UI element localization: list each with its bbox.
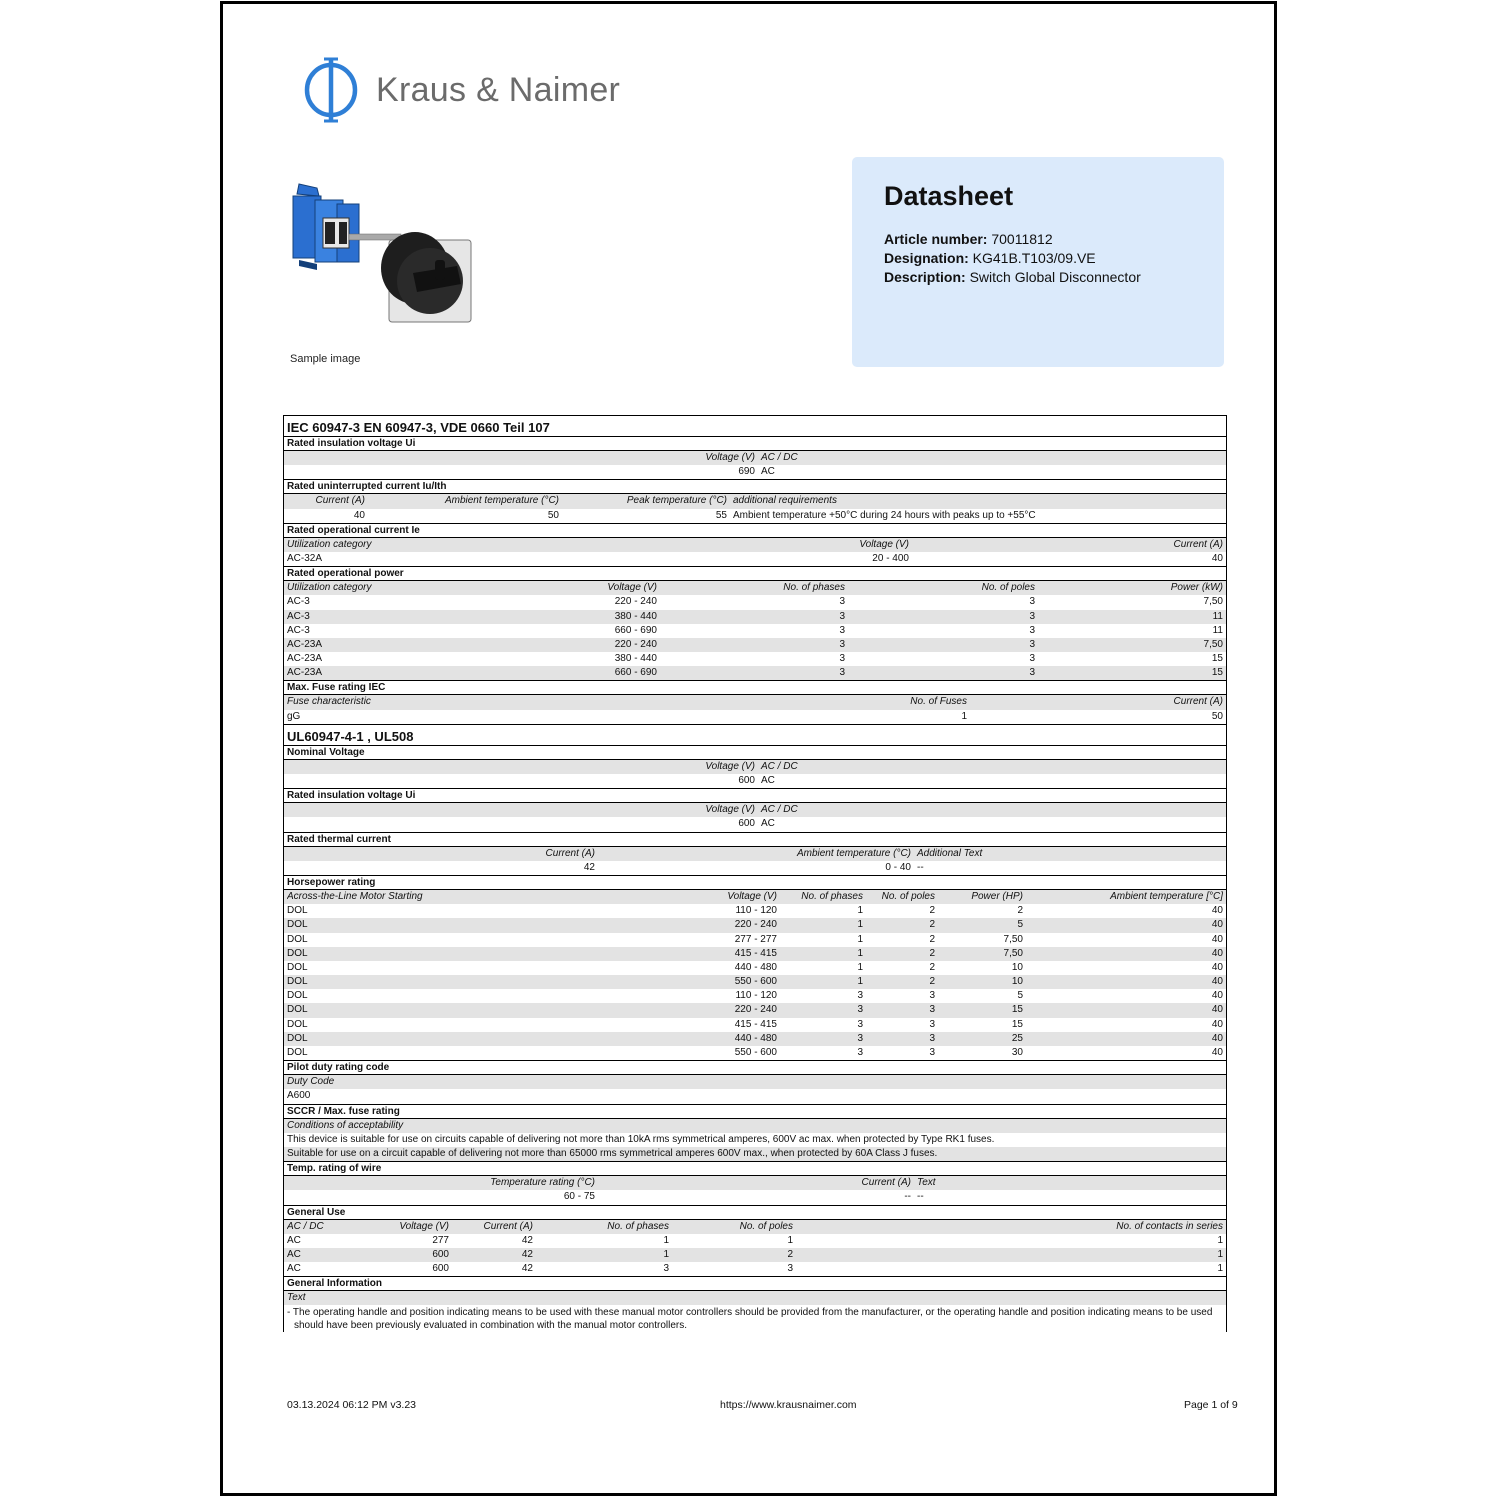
table-cell: 55 [715, 509, 727, 521]
column-header: Ambient temperature (°C) [796, 847, 911, 859]
table-cell: 2 [929, 976, 935, 988]
column-header: Duty Code [287, 1076, 335, 1088]
table-header-row [284, 1220, 1226, 1234]
table-cell: 42 [521, 1234, 533, 1246]
designation-value: KG41B.T103/09.VE [972, 250, 1096, 266]
column-header: Peak temperature (°C) [626, 495, 727, 507]
table-header-row [284, 538, 1226, 552]
section-heading: General Information [284, 1277, 1226, 1291]
table-row [284, 918, 1226, 932]
rotary-disconnector-switch-image [285, 178, 480, 328]
description [884, 268, 1192, 287]
footer-url[interactable]: https://www.krausnaimer.com [720, 1399, 857, 1411]
table-cell: 42 [521, 1263, 533, 1275]
table-cell: DOL [287, 1004, 308, 1016]
table-cell: 10 [1011, 961, 1023, 973]
table-cell: 600 [432, 1248, 449, 1260]
table-row [284, 947, 1226, 961]
table-cell: 0 - 40 [885, 861, 911, 873]
table-cell: 50 [1211, 710, 1223, 722]
table-cell: AC [287, 1248, 301, 1260]
table-cell: DOL [287, 933, 308, 945]
table-cell: AC-23A [287, 638, 323, 650]
table-row [284, 552, 1226, 567]
section-heading: SCCR / Max. fuse rating [284, 1105, 1226, 1119]
column-header: AC / DC [287, 1220, 324, 1232]
table-cell: 415 - 415 [734, 1018, 777, 1030]
table-cell: 7,50 [1003, 947, 1023, 959]
table-cell: 3 [663, 1263, 669, 1275]
column-header: Ambient temperature (°C) [444, 495, 559, 507]
table-cell: DOL [287, 1047, 308, 1058]
table-row [284, 624, 1226, 638]
table-cell: 3 [839, 624, 845, 636]
table-cell: 3 [857, 990, 863, 1002]
column-header: No. of contacts in series [1116, 1220, 1223, 1232]
table-cell: 600 [738, 818, 755, 830]
footer-date: 03.13.2024 06:12 PM v3.23 [287, 1399, 417, 1411]
table-row [284, 774, 1226, 789]
column-header: AC / DC [761, 760, 798, 772]
table-cell: AC-32A [287, 552, 323, 564]
description-value: Switch Global Disconnector [969, 269, 1141, 285]
table-cell: DOL [287, 976, 308, 988]
column-header: Voltage (V) [859, 538, 909, 550]
table-cell: 3 [1029, 610, 1035, 622]
table-cell: AC-3 [287, 610, 310, 622]
table-cell: DOL [287, 905, 308, 917]
table-cell: AC [761, 818, 775, 830]
table-cell: 15 [1011, 1004, 1023, 1016]
table-cell: 3 [929, 1032, 935, 1044]
table-cell: AC [761, 466, 775, 478]
table-cell: 1 [961, 710, 967, 722]
table-cell: 600 [738, 775, 755, 786]
table-cell: 220 - 240 [614, 596, 657, 608]
datasheet-title: Datasheet [884, 181, 1014, 211]
table-row [284, 465, 1226, 480]
column-header: Current (A) [483, 1220, 533, 1232]
table-row [284, 1190, 1226, 1205]
table-cell: Suitable for use on a circuit capable of delivering not more than 65000 rms symmetrical amperes 600V max., when protected by 60A Class J fuses. [287, 1147, 938, 1159]
column-header: AC / DC [761, 804, 798, 816]
table-cell: -- [917, 861, 924, 873]
column-header: No. of phases [783, 582, 845, 594]
table-cell: 40 [1211, 552, 1223, 564]
table-cell: 40 [1211, 1018, 1223, 1030]
table-cell: 3 [839, 638, 845, 650]
article-value: 70011812 [991, 231, 1053, 247]
section-heading: Horsepower rating [284, 876, 1226, 890]
table-cell: 2 [929, 947, 935, 959]
column-header: Fuse characteristic [287, 696, 371, 708]
table-cell: 1 [787, 1234, 793, 1246]
section-heading: Max. Fuse rating IEC [284, 681, 1226, 695]
table-cell: 40 [1211, 1032, 1223, 1044]
column-header: AC / DC [761, 452, 798, 463]
table-cell: DOL [287, 990, 308, 1002]
table-cell: DOL [287, 919, 308, 931]
table-cell: 440 - 480 [734, 1032, 777, 1044]
table-row [284, 1133, 1226, 1147]
description-label: Description: [884, 269, 966, 285]
table-cell: 3 [839, 610, 845, 622]
table-cell: 380 - 440 [614, 610, 657, 622]
table-cell: 3 [1029, 667, 1035, 679]
section-heading: Rated insulation voltage Ui [284, 789, 1226, 803]
column-header: Voltage (V) [705, 760, 755, 772]
footer-page-number: Page 1 of 9 [1184, 1399, 1238, 1411]
table-cell: 440 - 480 [734, 961, 777, 973]
table-cell: 3 [787, 1263, 793, 1275]
table-cell: Ambient temperature +50°C during 24 hours with peaks up to +55°C [733, 509, 1036, 521]
column-header: Temperature rating (°C) [490, 1177, 595, 1189]
table-cell: 50 [547, 509, 559, 521]
table-cell: A600 [287, 1090, 311, 1102]
table-cell: 42 [521, 1248, 533, 1260]
table-row [284, 1032, 1226, 1046]
table-cell: 1 [857, 961, 863, 973]
table-cell: 690 [738, 466, 755, 478]
table-cell: 40 [1211, 947, 1223, 959]
table-cell: 15 [1211, 667, 1223, 679]
table-cell: 600 [432, 1263, 449, 1275]
table-cell: 3 [929, 1047, 935, 1058]
table-cell: 660 - 690 [614, 624, 657, 636]
table-cell: 40 [1211, 905, 1223, 917]
table-cell: 3 [857, 1032, 863, 1044]
table-cell: -- [904, 1191, 911, 1203]
table-row [284, 638, 1226, 652]
table-header-row [284, 581, 1226, 595]
designation-label: Designation: [884, 250, 969, 266]
article-label: Article number: [884, 231, 988, 247]
datasheet-info-box [852, 157, 1224, 367]
table-cell: 7,50 [1203, 596, 1223, 608]
table-row [284, 1046, 1226, 1061]
table-cell: AC [287, 1234, 301, 1246]
column-header: Current (A) [545, 847, 595, 859]
column-header: Voltage (V) [399, 1220, 449, 1232]
table-cell: 1 [857, 905, 863, 917]
column-header: Voltage (V) [705, 452, 755, 463]
brand-logo [302, 57, 620, 123]
table-cell: 2 [929, 933, 935, 945]
table-row [284, 595, 1226, 609]
table-cell: 550 - 600 [734, 976, 777, 988]
table-cell: 15 [1211, 653, 1223, 665]
table-cell: 7,50 [1003, 933, 1023, 945]
table-row [284, 904, 1226, 918]
general-use-rows [284, 1234, 1226, 1278]
table-cell: 40 [1211, 990, 1223, 1002]
section-heading: Temp. rating of wire [284, 1162, 1226, 1176]
section-heading: Nominal Voltage [284, 746, 1226, 760]
table-cell: DOL [287, 947, 308, 959]
phi-logo-icon [302, 57, 360, 123]
table-cell: AC [287, 1263, 301, 1275]
designation [884, 249, 1192, 268]
section-heading: General Use [284, 1206, 1226, 1220]
column-header: Current (A) [861, 1177, 911, 1189]
column-header: No. of poles [981, 582, 1035, 594]
table-cell: 40 [1211, 1047, 1223, 1058]
table-row [284, 666, 1226, 681]
table-cell: This device is suitable for use on circuits capable of delivering not more than 10kA rms symmetrical amperes, 600V ac max. when protected by Type RK1 fuses. [287, 1133, 995, 1145]
table-cell: 2 [1017, 905, 1023, 917]
table-cell: AC-3 [287, 624, 310, 636]
table-cell: 110 - 120 [735, 990, 777, 1002]
column-header: Power (HP) [971, 890, 1023, 902]
section-heading: Rated insulation voltage Ui [284, 437, 1226, 451]
column-header: No. of phases [607, 1220, 669, 1232]
section-heading: Rated operational power [284, 567, 1226, 581]
horsepower-rows [284, 904, 1226, 1061]
table-cell: 3 [1029, 596, 1035, 608]
table-cell: 10 [1011, 976, 1023, 988]
column-header: No. of phases [801, 890, 863, 902]
table-cell: 3 [1029, 638, 1035, 650]
table-cell: 3 [857, 1004, 863, 1016]
section-heading: Pilot duty rating code [284, 1061, 1226, 1075]
column-header: No. of poles [739, 1220, 793, 1232]
table-cell: 2 [929, 905, 935, 917]
column-header: Current (A) [1173, 538, 1223, 550]
table-cell: 30 [1011, 1047, 1023, 1058]
table-row [284, 817, 1226, 832]
column-header: Across-the-Line Motor Starting [287, 890, 423, 902]
table-cell: 110 - 120 [735, 905, 777, 917]
section-heading: Rated operational current Ie [284, 524, 1226, 538]
column-header: Utilization category [287, 538, 372, 550]
table-cell: 40 [1211, 961, 1223, 973]
table-cell: 40 [1211, 933, 1223, 945]
table-row [284, 1248, 1226, 1262]
column-header: Text [917, 1177, 936, 1189]
table-header-row [284, 1119, 1226, 1133]
column-header: Ambient temperature [°C] [1110, 890, 1223, 902]
iec-standard-title: IEC 60947-3 EN 60947-3, VDE 0660 Teil 107 [284, 416, 1226, 437]
table-cell: 550 - 600 [734, 1047, 777, 1058]
spec-table [283, 415, 1227, 1332]
brand-name: Kraus & Naimer [376, 70, 621, 109]
section-heading: Rated thermal current [284, 833, 1226, 847]
table-cell: AC [761, 775, 775, 786]
table-cell: 3 [929, 1018, 935, 1030]
table-cell: 380 - 440 [614, 653, 657, 665]
table-header-row [284, 847, 1226, 861]
table-row [284, 610, 1226, 624]
table-row [284, 652, 1226, 666]
table-cell: 1 [857, 933, 863, 945]
table-cell: AC-23A [287, 667, 323, 679]
table-row [284, 710, 1226, 724]
table-header-row [284, 803, 1226, 817]
column-header: Voltage (V) [607, 582, 657, 594]
column-header: Utilization category [287, 582, 372, 594]
table-cell: gG [287, 710, 301, 722]
table-cell: 1 [1217, 1234, 1223, 1246]
table-cell: 40 [1211, 919, 1223, 931]
table-cell: 20 - 400 [872, 552, 909, 564]
table-cell: 1 [663, 1234, 669, 1246]
table-header-row [284, 1176, 1226, 1190]
table-cell: 25 [1011, 1032, 1023, 1044]
table-header-row [284, 890, 1226, 904]
table-cell: 2 [929, 961, 935, 973]
table-cell: 1 [857, 919, 863, 931]
image-caption: Sample image [290, 353, 361, 365]
table-cell: 1 [857, 947, 863, 959]
table-cell: 3 [839, 653, 845, 665]
table-cell: 40 [1211, 1004, 1223, 1016]
table-cell: 220 - 240 [734, 1004, 777, 1016]
section-heading: Rated uninterrupted current Iu/Ith [284, 480, 1226, 494]
table-cell: 3 [857, 1018, 863, 1030]
table-row [284, 1003, 1226, 1017]
table-cell: 277 - 277 [734, 933, 777, 945]
table-header-row [284, 1075, 1226, 1089]
table-header-row [284, 760, 1226, 774]
table-cell: 11 [1212, 610, 1223, 622]
table-cell: 2 [929, 919, 935, 931]
table-cell: DOL [287, 961, 308, 973]
table-header-row [284, 451, 1226, 465]
table-cell: 3 [839, 596, 845, 608]
column-header: Current (A) [315, 495, 365, 507]
general-info-text: - The operating handle and position indicating means to be used with these manual motor controllers should be provided from the manufacturer, or the operating handle and position indicating means to be used should have been previously evaluated in combination with the manual motor controllers. [287, 1307, 1213, 1331]
column-header: Conditions of acceptability [287, 1119, 404, 1131]
table-cell: 7,50 [1203, 638, 1223, 650]
column-header: No. of Fuses [910, 696, 967, 708]
table-cell: 660 - 690 [614, 667, 657, 679]
table-cell: 3 [839, 667, 845, 679]
table-cell: 277 [432, 1234, 449, 1246]
table-row [284, 1234, 1226, 1248]
table-cell: 1 [1217, 1263, 1223, 1275]
table-cell: 40 [1211, 976, 1223, 988]
article-number [884, 230, 1192, 249]
ul-standard-title: UL60947-4-1 , UL508 [284, 724, 1226, 746]
table-cell: 11 [1212, 624, 1223, 636]
table-cell: 5 [1017, 919, 1023, 931]
table-cell: 1 [857, 976, 863, 988]
table-row [284, 961, 1226, 975]
table-header-row [284, 695, 1226, 709]
table-row [284, 1018, 1226, 1032]
table-row [284, 861, 1226, 876]
table-cell: AC-3 [287, 596, 310, 608]
table-cell: 1 [663, 1248, 669, 1260]
table-cell: 3 [929, 1004, 935, 1016]
column-header: Current (A) [1173, 696, 1223, 708]
operational-power-rows [284, 595, 1226, 681]
table-cell: 3 [1029, 624, 1035, 636]
table-row [284, 1262, 1226, 1277]
column-header: Voltage (V) [705, 804, 755, 816]
table-cell: 40 [353, 509, 365, 521]
table-cell: 220 - 240 [734, 919, 777, 931]
table-cell: -- [917, 1191, 924, 1203]
table-cell: 2 [787, 1248, 793, 1260]
table-cell: 5 [1017, 990, 1023, 1002]
table-cell: 220 - 240 [614, 638, 657, 650]
table-row [284, 975, 1226, 989]
column-header: Text [287, 1292, 306, 1304]
column-header: additional requirements [733, 495, 837, 507]
table-cell: 1 [1217, 1248, 1223, 1260]
table-cell: DOL [287, 1032, 308, 1044]
table-row [284, 989, 1226, 1003]
table-cell: DOL [287, 1018, 308, 1030]
table-header-row [284, 494, 1226, 508]
table-row [284, 933, 1226, 947]
column-header: No. of poles [881, 890, 935, 902]
table-cell: 415 - 415 [734, 947, 777, 959]
table-cell: 3 [857, 1047, 863, 1058]
column-header: Voltage (V) [727, 890, 777, 902]
table-cell: 42 [583, 861, 595, 873]
table-row [284, 1089, 1226, 1104]
table-row [284, 509, 1226, 524]
column-header: Additional Text [917, 847, 983, 859]
table-cell: 3 [929, 990, 935, 1002]
table-header-row [284, 1291, 1226, 1305]
table-cell: AC-23A [287, 653, 323, 665]
table-cell: 3 [1029, 653, 1035, 665]
table-cell: 15 [1011, 1018, 1023, 1030]
column-header: Power (kW) [1170, 582, 1223, 594]
table-row [284, 1147, 1226, 1162]
table-cell: 60 - 75 [563, 1191, 595, 1203]
